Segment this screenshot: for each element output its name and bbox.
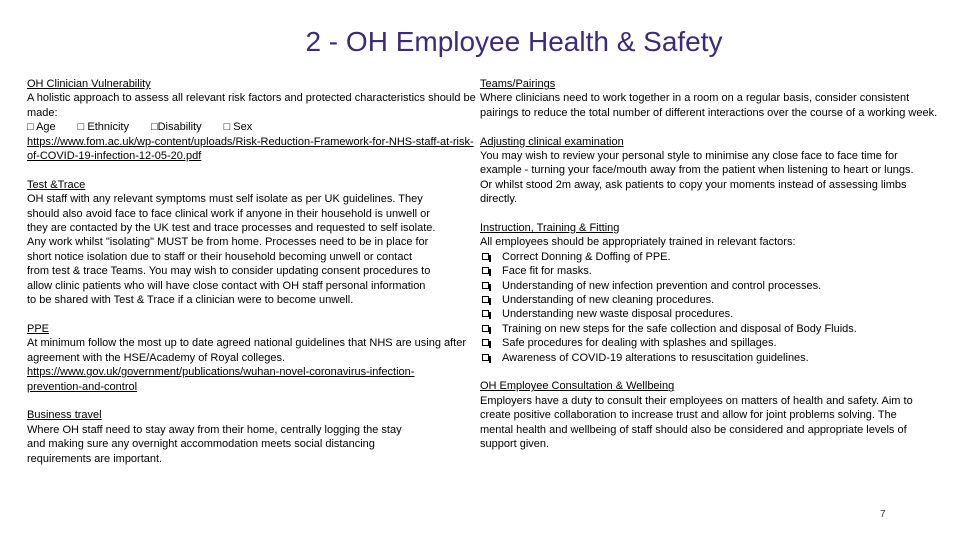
business-travel-text: Where OH staff need to stay away from their home, centrally logging the stay and making sure any overnight accommodation meets social distancing requirements are important. bbox=[27, 423, 402, 465]
adjusting-heading: Adjusting clinical examination bbox=[480, 135, 624, 148]
test-trace-heading: Test &Trace bbox=[27, 178, 86, 191]
checkbox-bullet-icon bbox=[482, 253, 489, 260]
checkbox-bullet-icon bbox=[482, 267, 489, 274]
list-item: Understanding of new cleaning procedures. bbox=[480, 293, 940, 307]
right-column bbox=[480, 77, 940, 452]
characteristic-ethnicity: □ Ethnicity bbox=[77, 121, 129, 134]
checkbox-bullet-icon bbox=[482, 296, 489, 303]
characteristic-sex: □ Sex bbox=[223, 121, 253, 134]
list-item: Awareness of COVID-19 alterations to resuscitation guidelines. bbox=[480, 351, 940, 365]
characteristic-disability: □Disability bbox=[150, 121, 202, 134]
list-item: Training on new steps for the safe collection and disposal of Body Fluids. bbox=[480, 322, 940, 336]
list-item: Safe procedures for dealing with splashes and spillages. bbox=[480, 336, 940, 350]
teams-text: Where clinicians need to work together in a room on a regular basis, consider consistent pairings to reduce the total number of different interactions over the course of a working week. bbox=[480, 92, 938, 119]
list-item: Understanding new waste disposal procedures. bbox=[480, 307, 940, 321]
consultation-text: Employers have a duty to consult their employees on matters of health and safety. Aim to create positive collaboration to increase trust and allow for joint problems solving. The mental health and wellbeing of staff should also be considered and appropriate levels of support given. bbox=[480, 394, 913, 451]
page-number: 7 bbox=[880, 509, 886, 520]
left-column bbox=[27, 77, 482, 466]
vulnerability-heading: OH Clinician Vulnerability bbox=[27, 78, 151, 90]
ppe-text: At minimum follow the most up to date agreed national guidelines that NHS are using after agreement with the HSE/Academy of Royal colleges. bbox=[27, 337, 467, 364]
checkbox-bullet-icon bbox=[482, 282, 489, 289]
training-heading: Instruction, Training & Fitting bbox=[480, 222, 620, 235]
training-intro: All employees should be appropriately trained in relevant factors: bbox=[480, 236, 796, 249]
checkbox-bullet-icon bbox=[482, 354, 489, 361]
training-list bbox=[480, 250, 940, 365]
ppe-guidance-link[interactable]: https://www.gov.uk/government/publications/wuhan-novel-coronavirus-infection-prevention-and-control bbox=[27, 366, 415, 393]
ppe-heading: PPE bbox=[27, 322, 50, 335]
list-item: Understanding of new infection prevention and control processes. bbox=[480, 279, 940, 293]
adjusting-text: You may wish to review your personal style to minimise any close face to face time for example - turning your face/mouth away from the patient when listening to heart or lungs. Or whilst stood 2m away, ask patients to copy your moments instead of assessing limbs directly. bbox=[480, 150, 914, 206]
characteristic-age: □ Age bbox=[27, 121, 56, 134]
test-trace-text: OH staff with any relevant symptoms must self isolate as per UK guidelines. They should also avoid face to face clinical work if anyone in their household is unwell or they are contacted by the UK test and trace processes and requested to self isolate. Any work whilst "isolating" MUST be from home. Processes need to be in place for short notice isolation due to staff or their household becoming unwell or contact from test & trace Teams. You may wish to consider updating consent procedures to allow clinic patients who will have close contact with OH staff personal information to be shared with Test & Trace if a clinician were to become unwell. bbox=[27, 193, 436, 307]
fom-framework-link[interactable]: https://www.fom.ac.uk/wp-content/uploads/Risk-Reduction-Framework-for-NHS-staff-at-risk-of-COVID-19-infection-12-05-20.pdf bbox=[27, 135, 474, 163]
vulnerability-text: A holistic approach to assess all relevant risk factors and protected characteristics should be made: bbox=[27, 92, 476, 119]
characteristics-list bbox=[27, 120, 482, 134]
list-item: Face fit for masks. bbox=[480, 264, 940, 278]
consultation-heading: OH Employee Consultation & Wellbeing bbox=[480, 380, 675, 393]
business-travel-heading: Business travel bbox=[27, 409, 102, 422]
list-item: Correct Donning & Doffing of PPE. bbox=[480, 250, 940, 264]
checkbox-bullet-icon bbox=[482, 310, 489, 317]
checkbox-bullet-icon bbox=[482, 325, 489, 332]
checkbox-bullet-icon bbox=[482, 339, 489, 346]
teams-heading: Teams/Pairings bbox=[480, 78, 556, 90]
page-title: 2 - OH Employee Health & Safety bbox=[305, 26, 723, 57]
